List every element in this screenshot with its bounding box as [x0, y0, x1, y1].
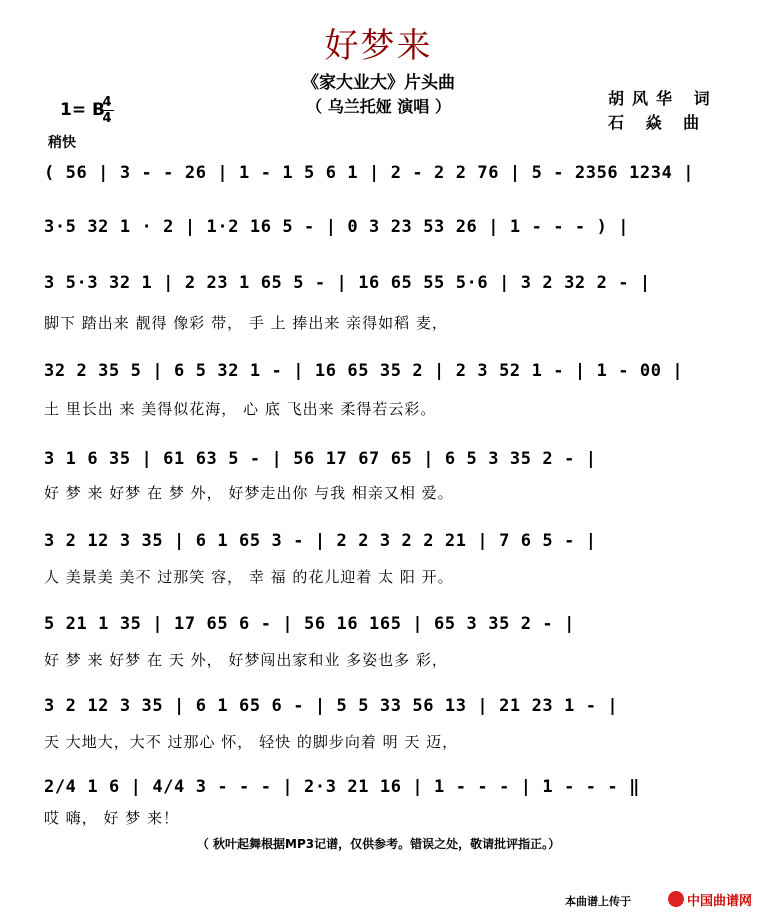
- site-logo-icon: [668, 891, 684, 907]
- lyric-line-5: 好 梦 来 好梦 在 梦 外， 好梦走出你 与我 相亲又相 爱。: [44, 484, 454, 502]
- transcriber-note: （ 秋叶起舞根据MP3记谱，仅供参考。错误之处，敬请批评指正。）: [196, 837, 561, 851]
- score-line-8: 3 2 12 3 35 | 6 1 65 6 - | 5 5 33 56 13 | 21 23 1 - |: [44, 696, 619, 716]
- tempo-marking: 稍快: [48, 135, 76, 151]
- upload-label: 本曲谱上传于: [565, 895, 631, 908]
- score-line-7: 5 21 1 35 | 17 65 6 - | 56 16 165 | 65 3 35 2 - |: [44, 614, 575, 634]
- song-subtitle: 《家大业大》片头曲: [302, 73, 455, 93]
- site-logo-text: 中国曲谱网: [687, 894, 753, 909]
- composer: 石 焱 曲: [608, 113, 708, 132]
- performer: （ 乌兰托娅 演唱 ）: [306, 97, 451, 116]
- score-line-1: ( 56 | 3 - - 26 | 1 - 1 5 6 1 | 2 - 2 2 76 | 5 - 2356 1234 |: [44, 163, 695, 183]
- lyric-line-6: 人 美景美 美不 过那笑 容， 幸 福 的花儿迎着 太 阳 开。: [44, 568, 454, 586]
- time-sig-top: 4: [102, 95, 112, 110]
- score-line-3: 3 5·3 32 1 | 2 23 1 65 5 - | 16 65 55 5·6 | 3 2 32 2 - |: [44, 273, 651, 293]
- score-line-2: 3·5 32 1 · 2 | 1·2 16 5 - | 0 3 23 53 26 | 1 - - - ) |: [44, 217, 630, 237]
- score-line-5: 3 1 6 35 | 61 63 5 - | 56 17 67 65 | 6 5 3 35 2 - |: [44, 449, 597, 469]
- lyric-line-3: 脚下 踏出来 靓得 像彩 带， 手 上 捧出来 亲得如稻 麦，: [44, 314, 448, 332]
- key-signature: 1= B: [60, 100, 105, 120]
- site-logo[interactable]: [668, 890, 753, 909]
- score-line-6: 3 2 12 3 35 | 6 1 65 3 - | 2 2 3 2 2 21 | 7 6 5 - |: [44, 531, 597, 551]
- lyric-line-7: 好 梦 来 好梦 在 天 外， 好梦闯出家和业 多姿也多 彩，: [44, 651, 448, 669]
- song-title: 好梦来: [324, 26, 433, 66]
- lyric-line-8: 天 大地大，大不 过那心 怀， 轻快 的脚步向着 明 天 迈，: [44, 733, 459, 751]
- score-line-9: 2/4 1 6 | 4/4 3 - - - | 2·3 21 16 | 1 - - - | 1 - - - ‖: [44, 777, 640, 797]
- score-line-4: 32 2 35 5 | 6 5 32 1 - | 16 65 35 2 | 2 3 52 1 - | 1 - 00 |: [44, 361, 684, 381]
- time-signature: [100, 96, 114, 125]
- lyricist: 胡风华 词: [608, 89, 718, 108]
- lyric-line-4: 土 里长出 来 美得似花海， 心 底 飞出来 柔得若云彩。: [44, 400, 437, 418]
- time-sig-bottom: 4: [102, 111, 112, 126]
- lyric-line-9: 哎 嗨， 好 梦 来！: [44, 809, 180, 827]
